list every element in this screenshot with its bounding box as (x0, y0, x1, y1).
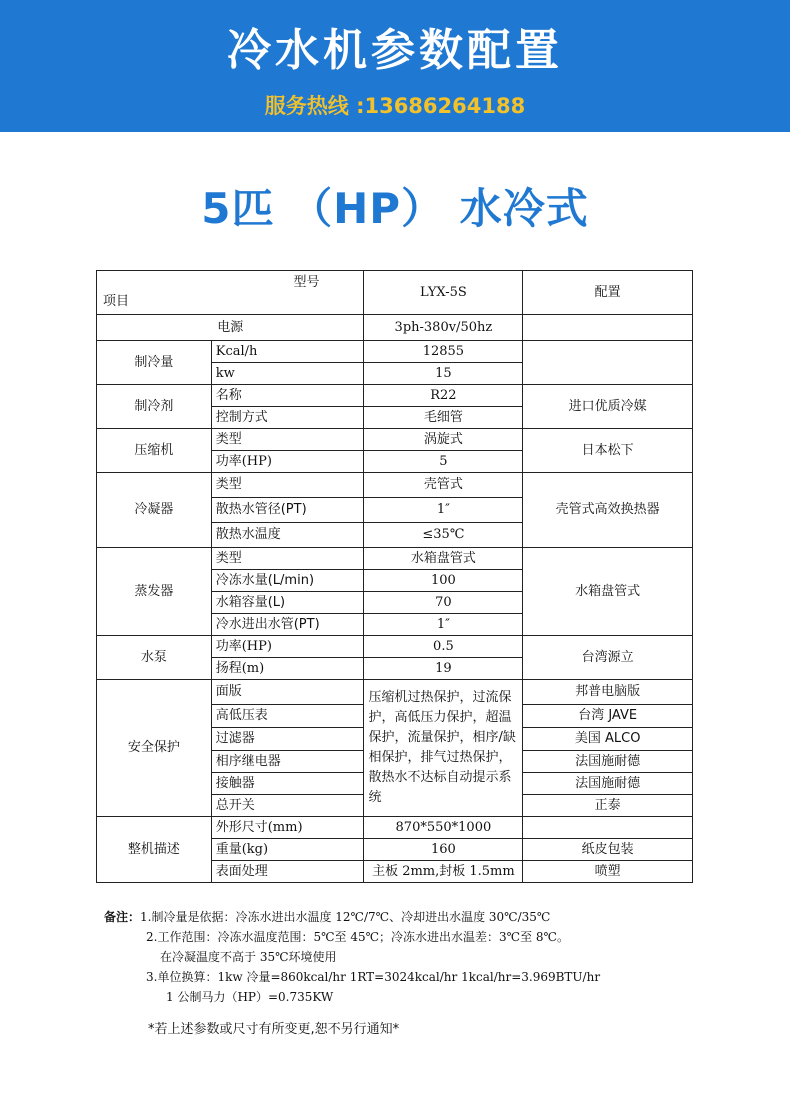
refrigerant-row-value: 毛细管 (364, 407, 523, 429)
safety-row-config: 台湾 JAVE (523, 705, 693, 728)
note-line-1 (104, 907, 744, 927)
cooling-row-value: 12855 (364, 341, 523, 363)
corner-item-label: 项目 (103, 294, 130, 309)
evaporator-row-name: 水箱容量(L) (211, 592, 364, 614)
refrigerant-row-value: R22 (364, 385, 523, 407)
safety-row-name: 过滤器 (211, 728, 364, 751)
pump-config: 台湾源立 (523, 636, 693, 680)
model-number: LYX-5S (364, 271, 523, 315)
safety-row-name: 相序继电器 (211, 751, 364, 773)
cooling-label: 制冷量 (97, 341, 212, 385)
compressor-label: 压缩机 (97, 429, 212, 473)
evaporator-row-name: 冷冻水量(L/min) (211, 570, 364, 592)
note-line-5: 1 公制马力（HP）=0.735KW (166, 990, 334, 1004)
pump-row-name: 功率(HP) (211, 636, 364, 658)
safety-label: 安全保护 (97, 680, 212, 817)
cooling-config (523, 341, 693, 385)
safety-row-config: 邦普电脑版 (523, 680, 693, 705)
power-value: 3ph-380v/50hz (364, 315, 523, 341)
spec-table (96, 270, 693, 883)
evaporator-row-value: 70 (364, 592, 523, 614)
notes-section (104, 907, 744, 1007)
note-text: 1.制冷量是依据：冷冻水进出水温度 12℃/7℃、冷却进出水温度 30℃/35℃ (140, 910, 551, 924)
machine-row-config: 纸皮包装 (523, 839, 693, 861)
model-title: 5匹 （HP） 水冷式 (201, 184, 589, 233)
refrigerant-label: 制冷剂 (97, 385, 212, 429)
safety-row-config: 正泰 (523, 795, 693, 817)
change-notice: *若上述参数或尺寸有所变更,恕不另行通知* (148, 1022, 400, 1037)
safety-row-name: 接触器 (211, 773, 364, 795)
safety-row-config: 法国施耐德 (523, 751, 693, 773)
page-title: 冷水机参数配置 (227, 25, 563, 76)
safety-description: 压缩机过热保护，过流保护，高低压力保护，超温保护，流量保护，相序/缺相保护，排气过热保护，散热水不达标自动提示系统 (364, 680, 523, 817)
safety-row-name: 面版 (211, 680, 364, 705)
config-header: 配置 (523, 271, 693, 315)
condenser-config: 壳管式高效换热器 (523, 473, 693, 548)
note-line-3: 在冷凝温度不高于 35℃环境使用 (160, 950, 337, 964)
corner-model-label: 型号 (293, 275, 320, 290)
machine-row-name: 重量(kg) (211, 839, 364, 861)
refrigerant-row-name: 名称 (211, 385, 364, 407)
evaporator-row-name: 类型 (211, 548, 364, 570)
condenser-row-value: 壳管式 (364, 473, 523, 498)
condenser-label: 冷凝器 (97, 473, 212, 548)
note-line-4: 3.单位换算：1kw 冷量=860kcal/hr 1RT=3024kcal/hr 1kcal/hr=3.969BTU/hr (146, 970, 601, 984)
safety-row-config: 法国施耐德 (523, 773, 693, 795)
machine-row-config: 喷塑 (523, 861, 693, 883)
refrigerant-config: 进口优质冷媒 (523, 385, 693, 429)
condenser-row-name: 散热水温度 (211, 523, 364, 548)
machine-row-name: 外形尺寸(mm) (211, 817, 364, 839)
header-banner (0, 0, 790, 132)
power-label: 电源 (97, 315, 364, 341)
pump-row-value: 0.5 (364, 636, 523, 658)
condenser-row-value: 1″ (364, 498, 523, 523)
notes-label: 备注： (104, 910, 141, 924)
machine-row-name: 表面处理 (211, 861, 364, 883)
safety-row-name: 高低压表 (211, 705, 364, 728)
cooling-row-name: kw (211, 363, 364, 385)
compressor-config: 日本松下 (523, 429, 693, 473)
safety-row-config: 美国 ALCO (523, 728, 693, 751)
compressor-row-value: 涡旋式 (364, 429, 523, 451)
cooling-row-value: 15 (364, 363, 523, 385)
evaporator-row-value: 1″ (364, 614, 523, 636)
evaporator-row-value: 100 (364, 570, 523, 592)
evaporator-row-name: 冷水进出水管(PT) (211, 614, 364, 636)
evaporator-row-value: 水箱盘管式 (364, 548, 523, 570)
table-corner (97, 271, 364, 315)
refrigerant-row-name: 控制方式 (211, 407, 364, 429)
compressor-row-name: 功率(HP) (211, 451, 364, 473)
safety-row-name: 总开关 (211, 795, 364, 817)
condenser-row-name: 类型 (211, 473, 364, 498)
evaporator-config: 水箱盘管式 (523, 548, 693, 636)
power-config (523, 315, 693, 341)
pump-label: 水泵 (97, 636, 212, 680)
condenser-row-name: 散热水管径(PT) (211, 498, 364, 523)
condenser-row-value: ≤35℃ (364, 523, 523, 548)
machine-row-value: 160 (364, 839, 523, 861)
compressor-row-name: 类型 (211, 429, 364, 451)
machine-row-config (523, 817, 693, 839)
pump-row-value: 19 (364, 658, 523, 680)
service-hotline: 服务热线 :13686264188 (264, 94, 526, 118)
note-line-2: 2.工作范围：冷冻水温度范围：5℃至 45℃；冷冻水进出水温差：3℃至 8℃。 (146, 930, 569, 944)
pump-row-name: 扬程(m) (211, 658, 364, 680)
machine-label: 整机描述 (97, 817, 212, 883)
machine-row-value: 870*550*1000 (364, 817, 523, 839)
machine-row-value: 主板 2mm,封板 1.5mm (364, 861, 523, 883)
compressor-row-value: 5 (364, 451, 523, 473)
cooling-row-name: Kcal/h (211, 341, 364, 363)
evaporator-label: 蒸发器 (97, 548, 212, 636)
